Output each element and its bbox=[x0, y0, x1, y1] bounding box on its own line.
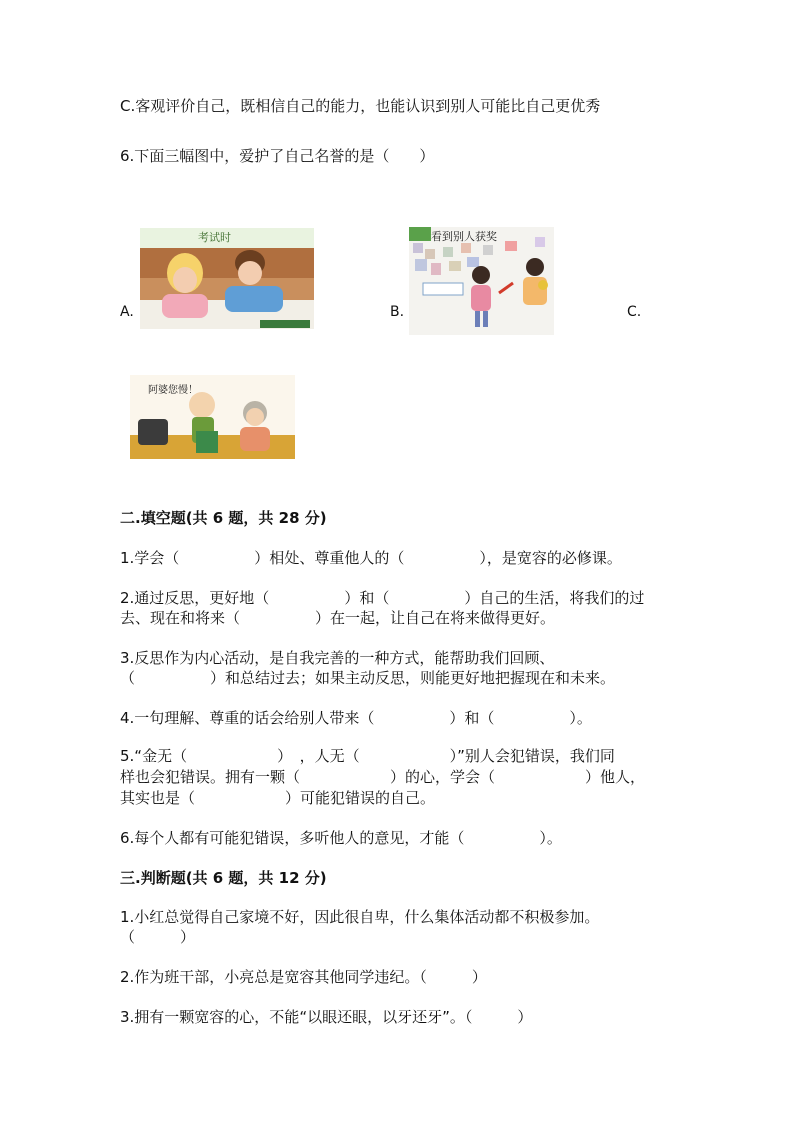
fill-question-2-line-2: 去、现在和将来（ ）在一起，让自己在将来做得更好。 bbox=[120, 609, 556, 627]
fill-question-3-line-1: 3.反思作为内心活动，是自我完善的一种方式，能帮助我们回顾、 bbox=[120, 649, 555, 667]
fill-question-1: 1.学会（ ）相处、尊重他人的（ ），是宽容的必修课。 bbox=[120, 549, 622, 567]
option-c-image bbox=[130, 375, 295, 459]
section-2-heading: 二.填空题(共 6 题，共 28 分) bbox=[120, 509, 327, 527]
section-3-heading: 三.判断题(共 6 题，共 12 分) bbox=[120, 869, 327, 887]
fill-question-5-line-1: 5.“金无（ ） ，人无（ ）”别人会犯错误，我们同 bbox=[120, 747, 615, 765]
fill-question-2-line-1: 2.通过反思，更好地（ ）和（ ）自己的生活，将我们的过 bbox=[120, 589, 645, 607]
fill-question-5-line-2: 样也会犯错误。拥有一颗（ ）的心，学会（ ）他人， bbox=[120, 768, 646, 786]
judge-question-2: 2.作为班干部，小亮总是宽容其他同学违纪。（ ） bbox=[120, 968, 487, 986]
option-a-image bbox=[140, 228, 314, 329]
q5-option-c: C.客观评价自己，既相信自己的能力，也能认识到别人可能比自己更优秀 bbox=[120, 97, 601, 115]
judge-question-1-line-2: （ ） bbox=[120, 928, 196, 946]
judge-question-1-line-1: 1.小红总觉得自己家境不好，因此很自卑，什么集体活动都不积极参加。 bbox=[120, 908, 600, 926]
option-b-label: B. bbox=[390, 304, 405, 320]
q6-stem: 6.下面三幅图中，爱护了自己名誉的是（ ） bbox=[120, 147, 435, 165]
fill-question-3-line-2: （ ）和总结过去；如果主动反思，则能更好地把握现在和未来。 bbox=[120, 669, 616, 687]
option-a-caption: 考试时 bbox=[198, 231, 231, 244]
fill-question-5-line-3: 其实也是（ ）可能犯错误的自己。 bbox=[120, 789, 436, 807]
judge-question-3: 3.拥有一颗宽容的心，不能“以眼还眼，以牙还牙”。（ ） bbox=[120, 1008, 533, 1026]
option-b-image bbox=[409, 227, 554, 335]
option-a-label: A. bbox=[120, 304, 134, 320]
option-b-caption: 看到别人获奖 bbox=[431, 230, 497, 243]
fill-question-6: 6.每个人都有可能犯错误，多听他人的意见，才能（ ）。 bbox=[120, 829, 562, 847]
option-c-caption: 阿婆您慢！ bbox=[148, 385, 198, 396]
option-c-label: C. bbox=[627, 304, 642, 320]
fill-question-4: 4.一句理解、尊重的话会给别人带来（ ）和（ ）。 bbox=[120, 709, 592, 727]
